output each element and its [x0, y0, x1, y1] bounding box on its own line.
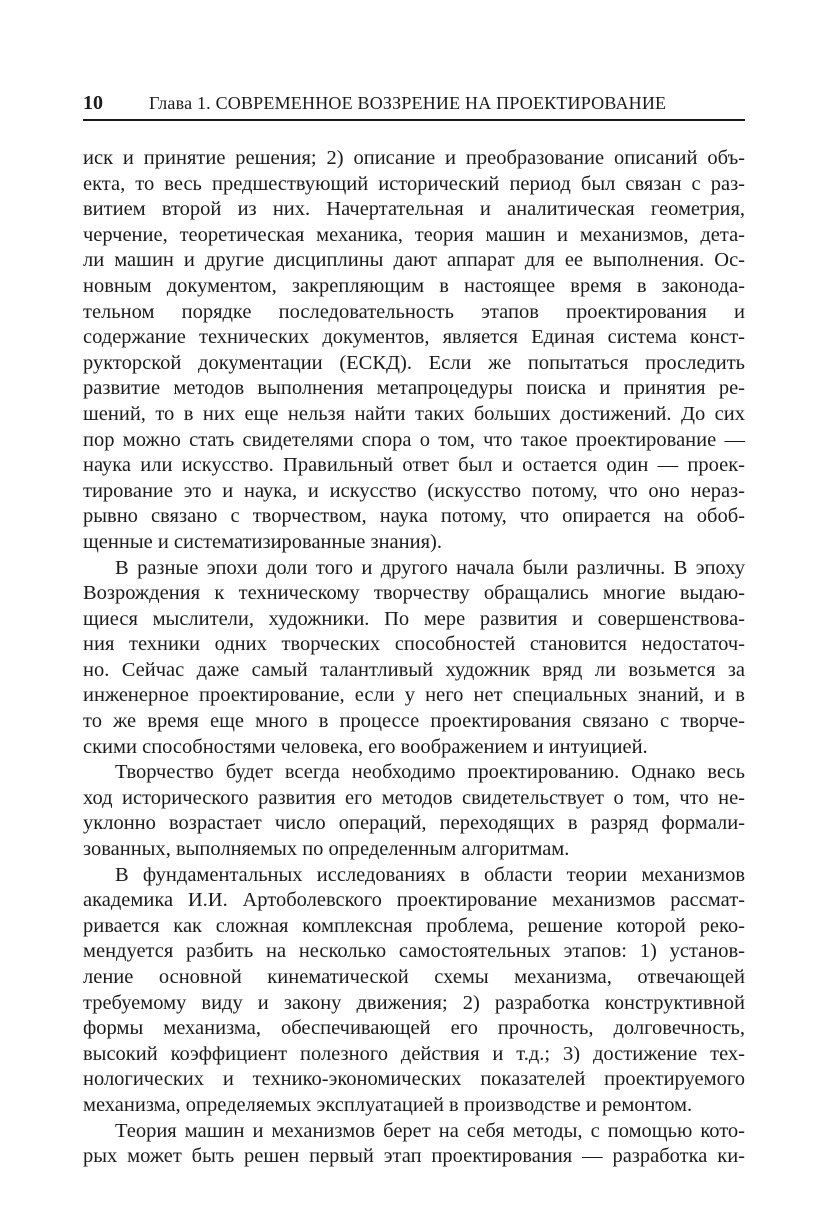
text-line: ход исторического развития его методов свидетельствует о том, что не- [83, 786, 745, 809]
text-line: черчение, теоретическая механика, теория машин и механизмов, дета- [83, 223, 745, 246]
text-line: но. Сейчас даже самый талантливый художник вряд ли возьмется за [83, 658, 745, 681]
body-text [83, 146, 745, 1170]
text-line: новным документом, закрепляющим в настоящее время в законода- [83, 274, 745, 297]
text-line: рывно связано с творчеством, наука потому, что опирается на обоб- [83, 505, 745, 528]
text-line: екта, то весь предшествующий исторический период был связан с раз- [83, 172, 745, 195]
text-line: ли машин и другие дисциплины дают аппарат для ее выполнения. Ос- [83, 249, 745, 272]
text-line: инженерное проектирование, если у него нет специальных знаний, и в [83, 684, 745, 707]
text-line: академика И.И. Артоболевского проектирование механизмов рассмат- [83, 889, 745, 912]
text-line: витием второй из них. Начертательная и аналитическая геометрия, [83, 198, 745, 221]
text-line: то же время еще много в процессе проектирования связано с творче- [83, 710, 745, 733]
text-line: скими способностями человека, его воображением и интуицией. [83, 735, 648, 758]
text-line: Творчество будет всегда необходимо проектированию. Однако весь [115, 761, 745, 784]
text-line: мендуется разбить на несколько самостоятельных этапов: 1) установ- [83, 940, 745, 963]
text-line: Теория машин и механизмов берет на себя методы, с помощью кото- [115, 1119, 745, 1142]
running-header [83, 92, 745, 118]
text-line: требуемому виду и закону движения; 2) разработка конструктивной [83, 991, 745, 1014]
text-line: рых может быть решен первый этап проектирования — разработка ки- [83, 1145, 745, 1168]
text-line: ривается как сложная комплексная проблема, решение которой реко- [83, 914, 745, 937]
text-line: В фундаментальных исследованиях в области теории механизмов [115, 863, 745, 886]
paragraph [83, 556, 745, 761]
text-line: развитие методов выполнения метапроцедуры поиска и принятия ре- [83, 377, 745, 400]
text-line: уклонно возрастает число операций, переходящих в разряд формали- [83, 812, 745, 835]
text-line: тельном порядке последовательность этапов проектирования и [83, 300, 745, 323]
text-line: щенные и систематизированные знания). [83, 530, 442, 553]
text-line: щиеся мыслители, художники. По мере развития и совершенствова- [83, 607, 745, 630]
text-line: наука или искусство. Правильный ответ был и остается один — проек- [83, 454, 745, 477]
paragraph [83, 146, 745, 556]
text-line: иск и принятие решения; 2) описание и преобразование описаний объ- [83, 147, 745, 169]
text-line: рукторской документации (ЕСКД). Если же попытаться проследить [83, 351, 745, 374]
header-rule [83, 119, 745, 121]
paragraph [83, 1119, 745, 1170]
chapter-title: Глава 1. СОВРЕМЕННОЕ ВОЗЗРЕНИЕ НА ПРОЕКТИРОВАНИЕ [149, 93, 667, 113]
text-line: тирование это и наука, и искусство (искусство потому, что оно нераз- [83, 479, 745, 502]
text-line: В разные эпохи доли того и другого начала были различны. В эпоху [115, 556, 745, 579]
text-line: Возрождения к техническому творчеству обращались многие выдаю- [83, 582, 745, 605]
text-line: шений, то в них еще нельзя найти таких больших достижений. До сих [83, 402, 745, 425]
text-line: механизма, определяемых эксплуатацией в производстве и ремонтом. [83, 1093, 693, 1116]
paragraph [83, 760, 745, 862]
text-line: формы механизма, обеспечивающей его прочность, долговечность, [83, 1017, 745, 1040]
text-line: пор можно стать свидетелями спора о том, что такое проектирование — [83, 428, 745, 451]
text-line: высокий коэффициент полезного действия и т.д.; 3) достижение тех- [83, 1042, 745, 1065]
text-line: содержание технических документов, является Единая система конст- [83, 326, 745, 349]
page-number: 10 [83, 92, 103, 114]
text-line: нологических и технико-экономических показателей проектируемого [83, 1068, 745, 1091]
paragraph [83, 863, 745, 1119]
text-line: ление основной кинематической схемы механизма, отвечающей [83, 966, 745, 988]
text-line: ния техники одних творческих способностей становится недостаточ- [83, 633, 745, 656]
text-line: зованных, выполняемых по определенным алгоритмам. [83, 838, 570, 861]
